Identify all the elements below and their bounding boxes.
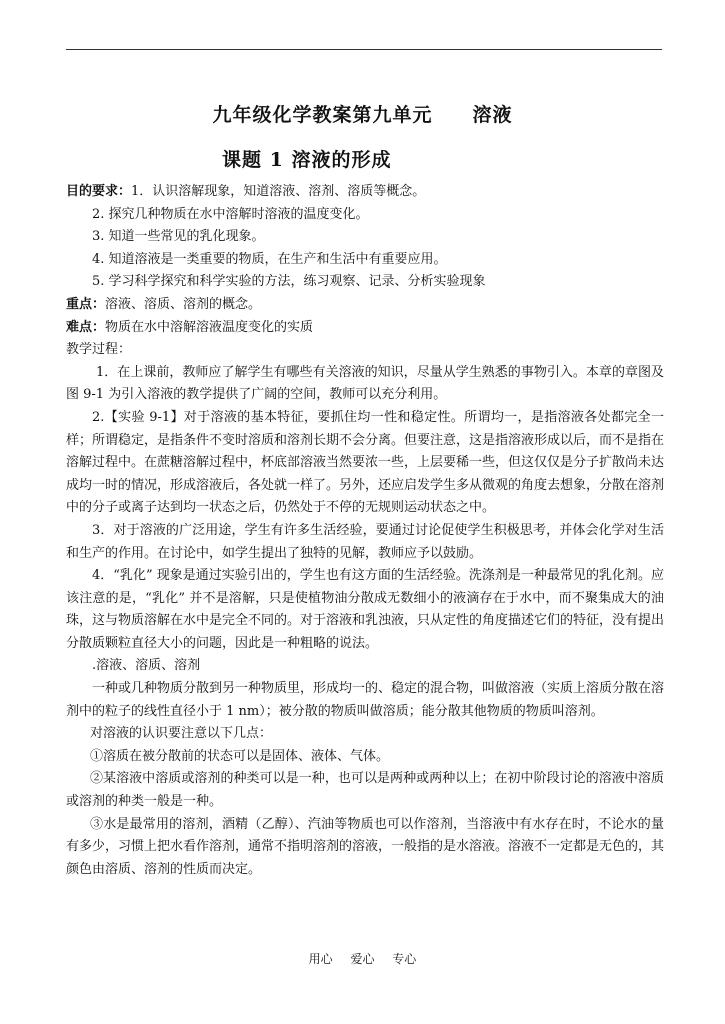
objective-item: 1．认识溶解现象，知道溶液、溶剂、溶质等概念。 — [131, 184, 426, 199]
difficulty-label: 难点： — [66, 319, 106, 335]
paragraph: 1．在上课前，教师应了解学生有哪些有关溶液的知识，尽量从学生熟悉的事物引入。本章的章图及图 9-1 为引入溶液的教学提供了广阔的空间，教师可以充分利用。 — [66, 364, 664, 403]
header-rule — [66, 49, 662, 50]
lesson-subtitle: 课题 1 溶液的形成 — [222, 149, 392, 171]
paragraph: 3．对于溶液的广泛用途，学生有许多生活经验，要通过讨论促使学生积极思考，并体会化学对生活和生产的作用。在讨论中，如学生提出了独特的见解，教师应予以鼓励。 — [66, 522, 664, 561]
process-label: 教学过程： — [66, 342, 132, 358]
key-point-label: 重点： — [66, 296, 106, 312]
objectives-line — [66, 181, 664, 204]
title-left: 九年级化学教案第九单元 — [212, 104, 433, 126]
notes-intro: 对溶液的认识要注意以下几点： — [90, 726, 273, 742]
note-item: ③水是最常用的溶剂，酒精（乙醇）、汽油等物质也可以作溶剂，当溶液中有水存在时，不论水的量有多少，习惯上把水看作溶剂，通常不指明溶剂的溶液，一般指的是水溶液。溶液不一定都是无色的，其颜色由溶质、溶剂的性质而决定。 — [66, 816, 665, 877]
section-heading: .溶液、溶质、溶剂 — [92, 658, 201, 674]
objective-item: 4. 知道溶液是一类重要的物质，在生产和生活中有重要应用。 — [92, 251, 447, 267]
definition-paragraph: 一种或几种物质分散到另一种物质里，形成均一的、稳定的混合物，叫做溶液（实质上溶质分散在溶剂中的粒子的线性直径小于 1 nm）；被分散的物质叫做溶质；能分散其他物质的物质叫溶剂。 — [66, 681, 665, 719]
note-item: ①溶质在被分散前的状态可以是固体、液体、气体。 — [90, 748, 390, 764]
objective-item: 2. 探究几种物质在水中溶解时溶液的温度变化。 — [92, 206, 369, 222]
objective-item: 3. 知道一些常见的乳化现象。 — [92, 229, 265, 245]
note-item: ②某溶液中溶质或溶剂的种类可以是一种，也可以是两种或两种以上；在初中阶段讨论的溶液中溶质或溶剂的种类一般是一种。 — [66, 771, 664, 810]
document-body — [66, 181, 664, 881]
page-title — [0, 100, 725, 127]
difficulty — [66, 317, 664, 340]
objectives-label: 目的要求： — [66, 184, 132, 199]
key-point — [66, 294, 664, 317]
key-point-text: 溶液、溶质、溶剂的概念。 — [105, 296, 262, 312]
paragraph: 4．“乳化” 现象是通过实验引出的，学生也有这方面的生活经验。洗涤剂是一种最常见的乳化剂。应该注意的是，“乳化” 并不是溶解，只是使植物油分散成无数细小的液滴存在于水中，而不聚集成大的油珠，这与物质溶解在水中是完全不同的。对于溶液和乳浊液，只从定性的角度描述它们的特征，没有提出分散质颗粒直径大小的问题，因此是一种粗略的说法。 — [66, 568, 665, 651]
objective-item: 5. 学习科学探究和科学实验的方法，练习观察、记录、分析实验现象 — [92, 274, 486, 290]
page-footer: 用心 爱心 专心 — [308, 952, 417, 966]
difficulty-text: 物质在水中溶解溶液温度变化的实质 — [105, 319, 314, 335]
title-right: 溶液 — [472, 104, 513, 126]
paragraph: 2.【实验 9-1】对于溶液的基本特征，要抓住均一性和稳定性。所谓均一，是指溶液各处都完全一样；所谓稳定，是指条件不变时溶质和溶剂长期不会分离。但要注意，这是指溶液形成以后，而不是指在溶解过程中。在蔗糖溶解过程中，杯底部溶液当然要浓一些，上层要稀一些，但这仅仅是分子扩散尚未达成均一时的情况，形成溶液后，各处就一样了。另外，还应启发学生多从微观的角度去想象，分散在溶剂中的分子或离子达到均一状态之后，仍然处于不停的无规则运动状态之中。 — [66, 409, 665, 516]
